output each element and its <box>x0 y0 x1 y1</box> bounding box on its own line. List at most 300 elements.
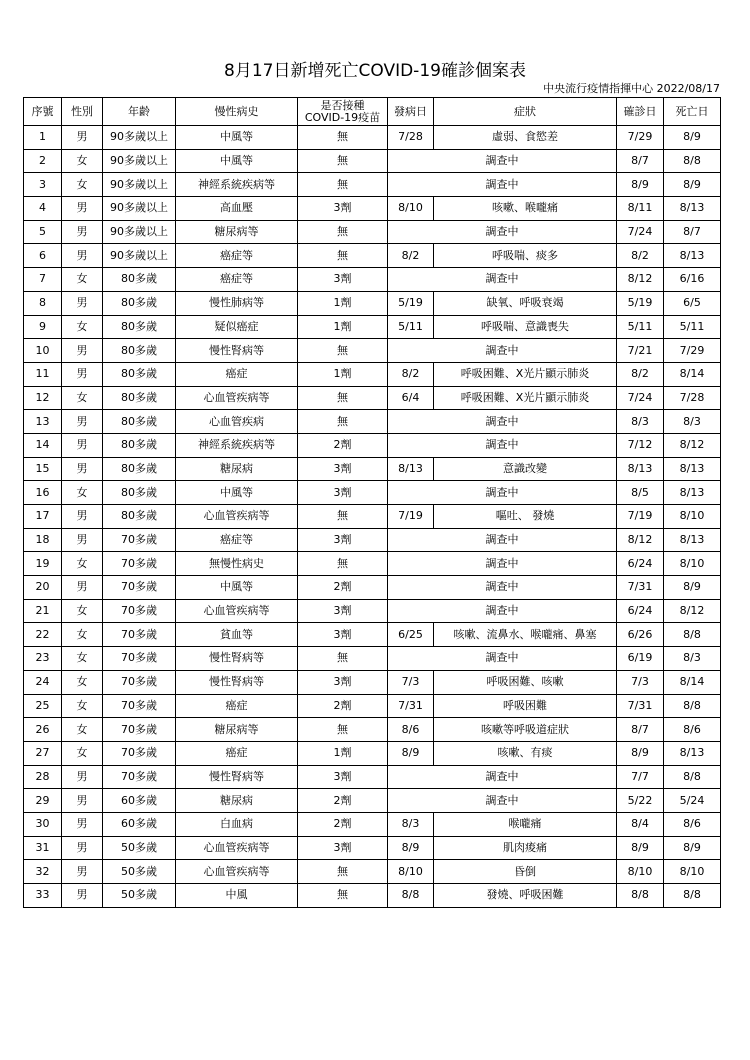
header-row <box>24 98 721 126</box>
vaccine-cell: 3劑 <box>298 268 388 292</box>
header-vaccine-line2: COVID-19疫苗 <box>304 110 381 124</box>
age-cell: 70多歲 <box>103 599 176 623</box>
age-cell: 70多歲 <box>103 694 176 718</box>
age-cell: 90多歲以上 <box>103 173 176 197</box>
onset-cell: 5/11 <box>388 315 434 339</box>
seq-cell: 5 <box>24 220 62 244</box>
disease-cell: 癌症 <box>176 362 298 386</box>
death-cell: 8/6 <box>664 812 721 836</box>
disease-cell: 癌症等 <box>176 244 298 268</box>
onset-cell: 6/25 <box>388 623 434 647</box>
sex-cell: 男 <box>62 528 103 552</box>
onset-cell: 7/28 <box>388 126 434 150</box>
death-cell: 8/8 <box>664 623 721 647</box>
vaccine-cell: 無 <box>298 149 388 173</box>
table-row <box>24 315 721 339</box>
table-row <box>24 386 721 410</box>
seq-cell: 19 <box>24 552 62 576</box>
sex-cell: 男 <box>62 860 103 884</box>
disease-cell: 中風等 <box>176 126 298 150</box>
vaccine-cell: 無 <box>298 386 388 410</box>
sex-cell: 男 <box>62 884 103 908</box>
table-row <box>24 647 721 671</box>
vaccine-cell: 無 <box>298 220 388 244</box>
table-row <box>24 694 721 718</box>
disease-cell: 癌症 <box>176 694 298 718</box>
confirm-cell: 8/2 <box>617 244 664 268</box>
sex-cell: 男 <box>62 433 103 457</box>
symptom-cell: 呼吸困難、X光片顯示肺炎 <box>434 386 617 410</box>
sex-cell: 男 <box>62 836 103 860</box>
header-death: 死亡日 <box>664 98 721 126</box>
age-cell: 90多歲以上 <box>103 126 176 150</box>
seq-cell: 10 <box>24 339 62 363</box>
seq-cell: 16 <box>24 481 62 505</box>
confirm-cell: 8/8 <box>617 884 664 908</box>
death-cell: 8/13 <box>664 197 721 221</box>
table-row <box>24 599 721 623</box>
issuer-date: 中央流行疫情指揮中心 2022/08/17 <box>543 82 720 95</box>
death-cell: 5/24 <box>664 789 721 813</box>
onset-cell: 8/10 <box>388 860 434 884</box>
confirm-cell: 7/21 <box>617 339 664 363</box>
confirm-cell: 7/31 <box>617 694 664 718</box>
onset-cell: 8/2 <box>388 362 434 386</box>
onset-cell: 8/9 <box>388 836 434 860</box>
seq-cell: 23 <box>24 647 62 671</box>
vaccine-cell: 3劑 <box>298 599 388 623</box>
seq-cell: 14 <box>24 433 62 457</box>
confirm-cell: 7/31 <box>617 576 664 600</box>
disease-cell: 心血管疾病等 <box>176 836 298 860</box>
confirm-cell: 7/7 <box>617 765 664 789</box>
death-cell: 8/13 <box>664 244 721 268</box>
symptom-cell: 嘔吐、 發燒 <box>434 505 617 529</box>
seq-cell: 7 <box>24 268 62 292</box>
table-row <box>24 552 721 576</box>
sex-cell: 男 <box>62 410 103 434</box>
death-cell: 8/10 <box>664 860 721 884</box>
header-seq: 序號 <box>24 98 62 126</box>
vaccine-cell: 無 <box>298 647 388 671</box>
death-cell: 8/7 <box>664 220 721 244</box>
death-cell: 8/6 <box>664 718 721 742</box>
vaccine-cell: 3劑 <box>298 528 388 552</box>
table-row <box>24 410 721 434</box>
sex-cell: 女 <box>62 315 103 339</box>
table-row <box>24 481 721 505</box>
table-row <box>24 860 721 884</box>
age-cell: 80多歲 <box>103 481 176 505</box>
table-row <box>24 884 721 908</box>
sex-cell: 男 <box>62 765 103 789</box>
seq-cell: 25 <box>24 694 62 718</box>
disease-cell: 癌症等 <box>176 528 298 552</box>
symptom-cell: 咳嗽、流鼻水、喉嚨痛、鼻塞 <box>434 623 617 647</box>
seq-cell: 30 <box>24 812 62 836</box>
age-cell: 80多歲 <box>103 339 176 363</box>
onset-cell: 5/19 <box>388 291 434 315</box>
vaccine-cell: 3劑 <box>298 197 388 221</box>
disease-cell: 心血管疾病 <box>176 410 298 434</box>
sex-cell: 女 <box>62 149 103 173</box>
death-cell: 8/12 <box>664 433 721 457</box>
seq-cell: 29 <box>24 789 62 813</box>
table-row <box>24 670 721 694</box>
vaccine-cell: 1劑 <box>298 315 388 339</box>
seq-cell: 21 <box>24 599 62 623</box>
confirm-cell: 6/24 <box>617 599 664 623</box>
vaccine-cell: 無 <box>298 339 388 363</box>
death-cell: 8/13 <box>664 528 721 552</box>
table-row <box>24 126 721 150</box>
disease-cell: 貧血等 <box>176 623 298 647</box>
vaccine-cell: 無 <box>298 173 388 197</box>
death-cell: 8/8 <box>664 694 721 718</box>
symptom-cell: 調查中 <box>388 528 617 552</box>
seq-cell: 18 <box>24 528 62 552</box>
death-cell: 8/13 <box>664 741 721 765</box>
confirm-cell: 7/29 <box>617 126 664 150</box>
symptom-cell: 調查中 <box>388 765 617 789</box>
age-cell: 50多歲 <box>103 860 176 884</box>
vaccine-cell: 1劑 <box>298 741 388 765</box>
onset-cell: 8/8 <box>388 884 434 908</box>
death-cell: 8/3 <box>664 647 721 671</box>
seq-cell: 33 <box>24 884 62 908</box>
vaccine-cell: 無 <box>298 126 388 150</box>
vaccine-cell: 3劑 <box>298 836 388 860</box>
seq-cell: 2 <box>24 149 62 173</box>
symptom-cell: 缺氧、呼吸衰竭 <box>434 291 617 315</box>
symptom-cell: 調查中 <box>388 599 617 623</box>
age-cell: 70多歲 <box>103 528 176 552</box>
sex-cell: 男 <box>62 812 103 836</box>
confirm-cell: 8/10 <box>617 860 664 884</box>
seq-cell: 27 <box>24 741 62 765</box>
age-cell: 80多歲 <box>103 457 176 481</box>
table-row <box>24 836 721 860</box>
age-cell: 80多歲 <box>103 291 176 315</box>
symptom-cell: 調查中 <box>388 789 617 813</box>
table-row <box>24 718 721 742</box>
confirm-cell: 7/3 <box>617 670 664 694</box>
sex-cell: 女 <box>62 481 103 505</box>
vaccine-cell: 2劑 <box>298 433 388 457</box>
seq-cell: 8 <box>24 291 62 315</box>
confirm-cell: 8/9 <box>617 836 664 860</box>
age-cell: 90多歲以上 <box>103 149 176 173</box>
age-cell: 50多歲 <box>103 836 176 860</box>
disease-cell: 中風等 <box>176 481 298 505</box>
sex-cell: 女 <box>62 670 103 694</box>
header-vaccine <box>298 98 388 126</box>
onset-cell: 8/3 <box>388 812 434 836</box>
age-cell: 70多歲 <box>103 765 176 789</box>
onset-cell: 8/2 <box>388 244 434 268</box>
age-cell: 90多歲以上 <box>103 197 176 221</box>
confirm-cell: 8/12 <box>617 268 664 292</box>
sex-cell: 女 <box>62 623 103 647</box>
symptom-cell: 咳嗽、喉嚨痛 <box>434 197 617 221</box>
table-row <box>24 576 721 600</box>
vaccine-cell: 2劑 <box>298 812 388 836</box>
seq-cell: 24 <box>24 670 62 694</box>
symptom-cell: 調查中 <box>388 220 617 244</box>
confirm-cell: 5/22 <box>617 789 664 813</box>
sex-cell: 男 <box>62 505 103 529</box>
header-age: 年齡 <box>103 98 176 126</box>
sex-cell: 男 <box>62 126 103 150</box>
onset-cell: 7/31 <box>388 694 434 718</box>
sex-cell: 女 <box>62 694 103 718</box>
disease-cell: 疑似癌症 <box>176 315 298 339</box>
death-cell: 8/9 <box>664 126 721 150</box>
confirm-cell: 6/19 <box>617 647 664 671</box>
death-cell: 8/10 <box>664 552 721 576</box>
seq-cell: 4 <box>24 197 62 221</box>
age-cell: 70多歲 <box>103 741 176 765</box>
symptom-cell: 發燒、呼吸困難 <box>434 884 617 908</box>
sex-cell: 女 <box>62 552 103 576</box>
disease-cell: 心血管疾病等 <box>176 505 298 529</box>
sex-cell: 女 <box>62 647 103 671</box>
onset-cell: 8/10 <box>388 197 434 221</box>
death-cell: 8/14 <box>664 670 721 694</box>
disease-cell: 慢性腎病等 <box>176 339 298 363</box>
death-cell: 8/13 <box>664 481 721 505</box>
header-confirm: 確診日 <box>617 98 664 126</box>
symptom-cell: 喉嚨痛 <box>434 812 617 836</box>
confirm-cell: 7/24 <box>617 386 664 410</box>
age-cell: 70多歲 <box>103 647 176 671</box>
disease-cell: 慢性腎病等 <box>176 670 298 694</box>
death-cell: 8/9 <box>664 576 721 600</box>
symptom-cell: 咳嗽等呼吸道症狀 <box>434 718 617 742</box>
age-cell: 80多歲 <box>103 433 176 457</box>
sex-cell: 男 <box>62 291 103 315</box>
death-cell: 8/8 <box>664 765 721 789</box>
vaccine-cell: 2劑 <box>298 789 388 813</box>
disease-cell: 神經系統疾病等 <box>176 173 298 197</box>
seq-cell: 1 <box>24 126 62 150</box>
vaccine-cell: 無 <box>298 244 388 268</box>
disease-cell: 心血管疾病等 <box>176 386 298 410</box>
death-cell: 8/14 <box>664 362 721 386</box>
symptom-cell: 調查中 <box>388 433 617 457</box>
confirm-cell: 8/12 <box>617 528 664 552</box>
confirm-cell: 8/3 <box>617 410 664 434</box>
sex-cell: 男 <box>62 220 103 244</box>
confirm-cell: 8/2 <box>617 362 664 386</box>
disease-cell: 心血管疾病等 <box>176 860 298 884</box>
sex-cell: 男 <box>62 244 103 268</box>
symptom-cell: 調查中 <box>388 481 617 505</box>
table-row <box>24 244 721 268</box>
disease-cell: 糖尿病 <box>176 789 298 813</box>
case-table <box>23 97 721 908</box>
death-cell: 6/5 <box>664 291 721 315</box>
sex-cell: 女 <box>62 173 103 197</box>
confirm-cell: 8/9 <box>617 741 664 765</box>
table-row <box>24 220 721 244</box>
disease-cell: 神經系統疾病等 <box>176 433 298 457</box>
sex-cell: 男 <box>62 362 103 386</box>
death-cell: 8/8 <box>664 149 721 173</box>
age-cell: 80多歲 <box>103 410 176 434</box>
death-cell: 5/11 <box>664 315 721 339</box>
symptom-cell: 調查中 <box>388 149 617 173</box>
vaccine-cell: 2劑 <box>298 694 388 718</box>
seq-cell: 26 <box>24 718 62 742</box>
disease-cell: 無慢性病史 <box>176 552 298 576</box>
seq-cell: 32 <box>24 860 62 884</box>
symptom-cell: 呼吸困難、咳嗽 <box>434 670 617 694</box>
symptom-cell: 調查中 <box>388 173 617 197</box>
confirm-cell: 8/4 <box>617 812 664 836</box>
header-sex: 性別 <box>62 98 103 126</box>
confirm-cell: 8/5 <box>617 481 664 505</box>
sex-cell: 男 <box>62 576 103 600</box>
header-onset: 發病日 <box>388 98 434 126</box>
onset-cell: 7/19 <box>388 505 434 529</box>
vaccine-cell: 無 <box>298 884 388 908</box>
table-row <box>24 765 721 789</box>
disease-cell: 中風等 <box>176 149 298 173</box>
seq-cell: 17 <box>24 505 62 529</box>
table-row <box>24 173 721 197</box>
symptom-cell: 虛弱、食慾差 <box>434 126 617 150</box>
death-cell: 8/10 <box>664 505 721 529</box>
vaccine-cell: 無 <box>298 552 388 576</box>
death-cell: 8/3 <box>664 410 721 434</box>
symptom-cell: 肌肉痠痛 <box>434 836 617 860</box>
vaccine-cell: 3劑 <box>298 765 388 789</box>
confirm-cell: 8/11 <box>617 197 664 221</box>
sex-cell: 男 <box>62 197 103 221</box>
symptom-cell: 調查中 <box>388 268 617 292</box>
death-cell: 8/8 <box>664 884 721 908</box>
confirm-cell: 8/7 <box>617 149 664 173</box>
confirm-cell: 8/13 <box>617 457 664 481</box>
sex-cell: 女 <box>62 268 103 292</box>
onset-cell: 7/3 <box>388 670 434 694</box>
age-cell: 80多歲 <box>103 268 176 292</box>
table-row <box>24 505 721 529</box>
symptom-cell: 調查中 <box>388 647 617 671</box>
symptom-cell: 意識改變 <box>434 457 617 481</box>
disease-cell: 中風 <box>176 884 298 908</box>
seq-cell: 12 <box>24 386 62 410</box>
death-cell: 8/13 <box>664 457 721 481</box>
age-cell: 90多歲以上 <box>103 220 176 244</box>
vaccine-cell: 無 <box>298 860 388 884</box>
age-cell: 80多歲 <box>103 505 176 529</box>
seq-cell: 13 <box>24 410 62 434</box>
disease-cell: 白血病 <box>176 812 298 836</box>
symptom-cell: 調查中 <box>388 410 617 434</box>
table-row <box>24 789 721 813</box>
age-cell: 70多歲 <box>103 670 176 694</box>
table-row <box>24 812 721 836</box>
seq-cell: 22 <box>24 623 62 647</box>
age-cell: 60多歲 <box>103 812 176 836</box>
vaccine-cell: 無 <box>298 718 388 742</box>
symptom-cell: 呼吸喘、意識喪失 <box>434 315 617 339</box>
table-row <box>24 528 721 552</box>
sex-cell: 男 <box>62 789 103 813</box>
sex-cell: 女 <box>62 718 103 742</box>
age-cell: 70多歲 <box>103 718 176 742</box>
table-row <box>24 149 721 173</box>
vaccine-cell: 1劑 <box>298 362 388 386</box>
death-cell: 6/16 <box>664 268 721 292</box>
confirm-cell: 7/24 <box>617 220 664 244</box>
seq-cell: 15 <box>24 457 62 481</box>
confirm-cell: 8/9 <box>617 173 664 197</box>
age-cell: 50多歲 <box>103 884 176 908</box>
disease-cell: 糖尿病等 <box>176 220 298 244</box>
age-cell: 60多歲 <box>103 789 176 813</box>
sex-cell: 女 <box>62 741 103 765</box>
case-table-body <box>24 126 721 908</box>
onset-cell: 8/6 <box>388 718 434 742</box>
table-row <box>24 362 721 386</box>
sex-cell: 男 <box>62 457 103 481</box>
seq-cell: 20 <box>24 576 62 600</box>
confirm-cell: 6/26 <box>617 623 664 647</box>
sex-cell: 男 <box>62 339 103 363</box>
symptom-cell: 調查中 <box>388 552 617 576</box>
confirm-cell: 7/19 <box>617 505 664 529</box>
vaccine-cell: 無 <box>298 410 388 434</box>
disease-cell: 糖尿病等 <box>176 718 298 742</box>
seq-cell: 6 <box>24 244 62 268</box>
sex-cell: 女 <box>62 599 103 623</box>
symptom-cell: 調查中 <box>388 576 617 600</box>
disease-cell: 慢性肺病等 <box>176 291 298 315</box>
age-cell: 70多歲 <box>103 623 176 647</box>
vaccine-cell: 1劑 <box>298 291 388 315</box>
table-row <box>24 623 721 647</box>
seq-cell: 9 <box>24 315 62 339</box>
header-vaccine-line1: 是否接種 <box>320 98 365 112</box>
confirm-cell: 5/11 <box>617 315 664 339</box>
disease-cell: 慢性腎病等 <box>176 765 298 789</box>
vaccine-cell: 3劑 <box>298 457 388 481</box>
confirm-cell: 7/12 <box>617 433 664 457</box>
confirm-cell: 5/19 <box>617 291 664 315</box>
symptom-cell: 呼吸困難、X光片顯示肺炎 <box>434 362 617 386</box>
seq-cell: 3 <box>24 173 62 197</box>
vaccine-cell: 3劑 <box>298 623 388 647</box>
confirm-cell: 8/7 <box>617 718 664 742</box>
disease-cell: 糖尿病 <box>176 457 298 481</box>
death-cell: 8/9 <box>664 173 721 197</box>
disease-cell: 高血壓 <box>176 197 298 221</box>
table-row <box>24 741 721 765</box>
table-row <box>24 291 721 315</box>
disease-cell: 癌症等 <box>176 268 298 292</box>
symptom-cell: 咳嗽、有痰 <box>434 741 617 765</box>
age-cell: 80多歲 <box>103 386 176 410</box>
disease-cell: 慢性腎病等 <box>176 647 298 671</box>
confirm-cell: 6/24 <box>617 552 664 576</box>
table-row <box>24 433 721 457</box>
disease-cell: 癌症 <box>176 741 298 765</box>
death-cell: 7/28 <box>664 386 721 410</box>
symptom-cell: 調查中 <box>388 339 617 363</box>
